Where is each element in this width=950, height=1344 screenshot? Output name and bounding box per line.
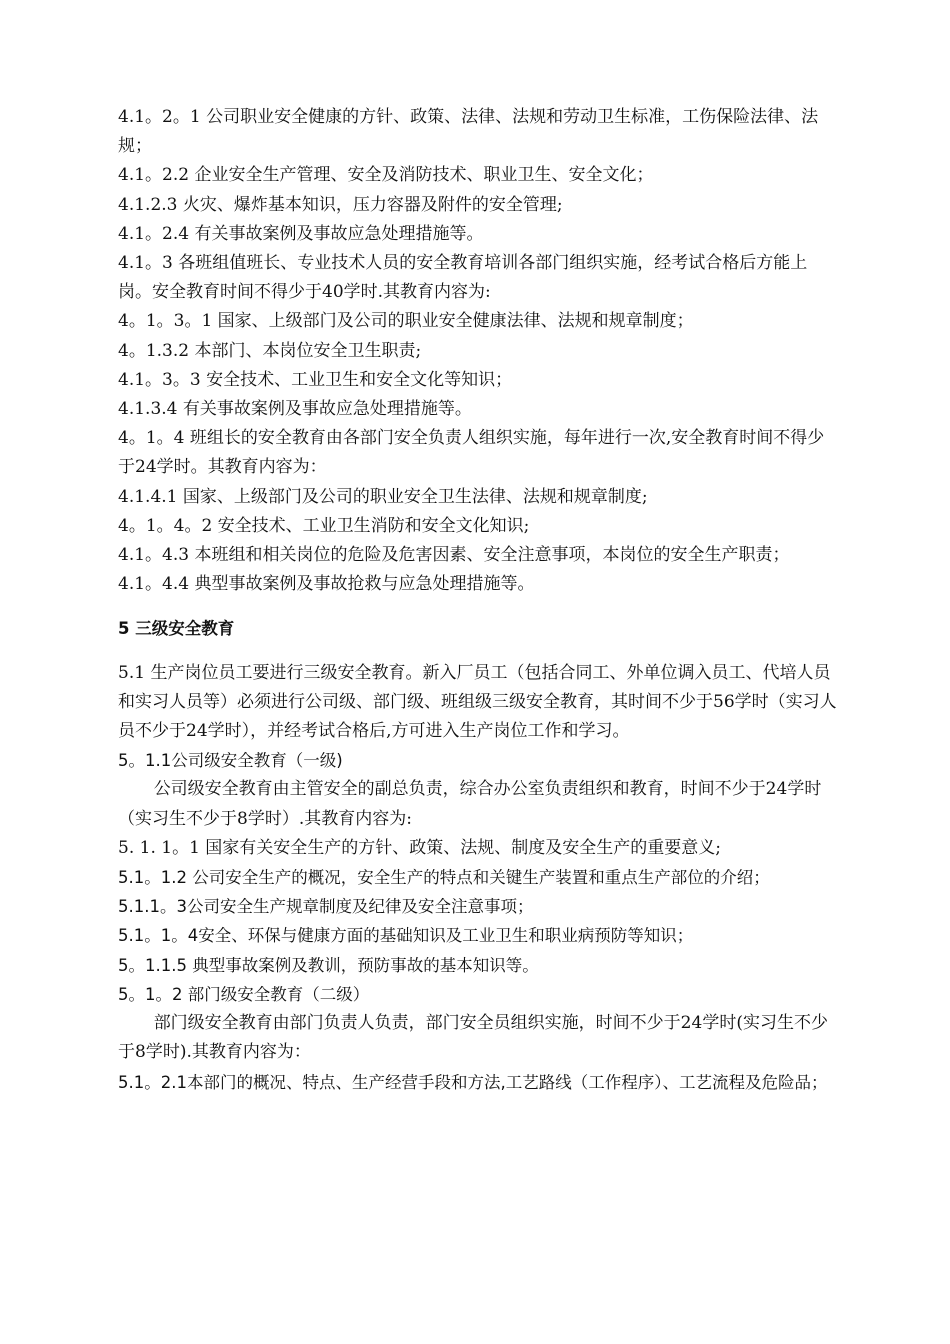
paragraph-4-1-4: 4。1。4 班组长的安全教育由各部门安全负责人组织实施，每年进行一次,安全教育时间不得少于24学时。其教育内容为：	[118, 428, 825, 478]
paragraph-4-1-3-3: 4.1。3。3 安全技术、工业卫生和安全文化等知识；	[118, 369, 513, 390]
paragraph-4-1-4-1: 4.1.4.1 国家、上级部门及公司的职业安全卫生法律、法规和规章制度;	[118, 486, 648, 507]
paragraph-5-1-1-5: 5。1.1.5 典型事故案例及教训，预防事故的基本知识等。	[118, 955, 539, 975]
subheading-5-1-2: 5。1。2 部门级安全教育（二级）	[118, 984, 370, 1004]
document-body	[118, 103, 838, 1097]
paragraph-4-1-3: 4.1。3 各班组值班长、专业技术人员的安全教育培训各部门组织实施，经考试合格后方能上岗。安全教育时间不得少于40学时.其教育内容为:	[118, 253, 808, 303]
paragraph-4-1-3-2: 4。1.3.2 本部门、本岗位安全卫生职责;	[118, 340, 422, 361]
paragraph-5-1-1-2: 5.1。1.2 公司安全生产的概况，安全生产的特点和关键生产装置和重点生产部位的介绍；	[118, 868, 770, 888]
paragraph-department-level: 部门级安全教育由部门负责人负责，部门安全员组织实施，时间不少于24学时(实习生不少于8学时).其教育内容为：	[118, 1013, 828, 1063]
paragraph-5-1-1-3: 5.1.1。3公司安全生产规章制度及纪律及安全注意事项；	[118, 897, 534, 917]
paragraph-5-1-2-1: 5.1。2.1本部门的概况、特点、生产经营手段和方法,工艺路线（工作程序）、工艺流程及危险品；	[118, 1072, 828, 1092]
paragraph-5-1-1-4: 5.1。1。4安全、环保与健康方面的基础知识及工业卫生和职业病预防等知识；	[118, 926, 694, 946]
section-heading: 5 三级安全教育	[118, 619, 235, 639]
paragraph-4-1-3-4: 4.1.3.4 有关事故案例及事故应急处理措施等。	[118, 399, 472, 420]
paragraph-4-1-2-4: 4.1。2.4 有关事故案例及事故应急处理措施等。	[118, 223, 484, 244]
paragraph-4-1-2-2: 4.1。2.2 企业安全生产管理、安全及消防技术、职业卫生、安全文化；	[118, 165, 654, 186]
paragraph-4-1-3-1: 4。1。3。1 国家、上级部门及公司的职业安全健康法律、法规和规章制度；	[118, 311, 694, 332]
paragraph-company-level: 公司级安全教育由主管安全的副总负责，综合办公室负责组织和教育，时间不少于24学时（实习生不少于8学时）.其教育内容为:	[118, 779, 822, 829]
paragraph-4-1-4-3: 4.1。4.3 本班组和相关岗位的危险及危害因素、安全注意事项，本岗位的安全生产职责；	[118, 545, 790, 566]
paragraph-4-1-2-3: 4.1.2.3 火灾、爆炸基本知识，压力容器及附件的安全管理;	[118, 194, 563, 215]
paragraph-5-1-1-1: 5. 1. 1。1 国家有关安全生产的方针、政策、法规、制度及安全生产的重要意义;	[118, 837, 722, 858]
subheading-5-1-1: 5。1.1公司级安全教育（一级)	[118, 751, 343, 771]
paragraph-5-1: 5.1 生产岗位员工要进行三级安全教育。新入厂员工（包括合同工、外单位调入员工、代培人员和实习人员等）必须进行公司级、部门级、班组级三级安全教育，其时间不少于56学时（实习人员不少于24学时），并经考试合格后,方可进入生产岗位工作和学习。	[118, 662, 837, 742]
paragraph-4-1-4-2: 4。1。4。2 安全技术、工业卫生消防和安全文化知识;	[118, 515, 530, 536]
paragraph-4-1-2-1: 4.1。2。1 公司职业安全健康的方针、政策、法律、法规和劳动卫生标准，工伤保险法律、法规；	[118, 107, 819, 157]
paragraph-4-1-4-4: 4.1。4.4 典型事故案例及事故抢救与应急处理措施等。	[118, 574, 535, 595]
